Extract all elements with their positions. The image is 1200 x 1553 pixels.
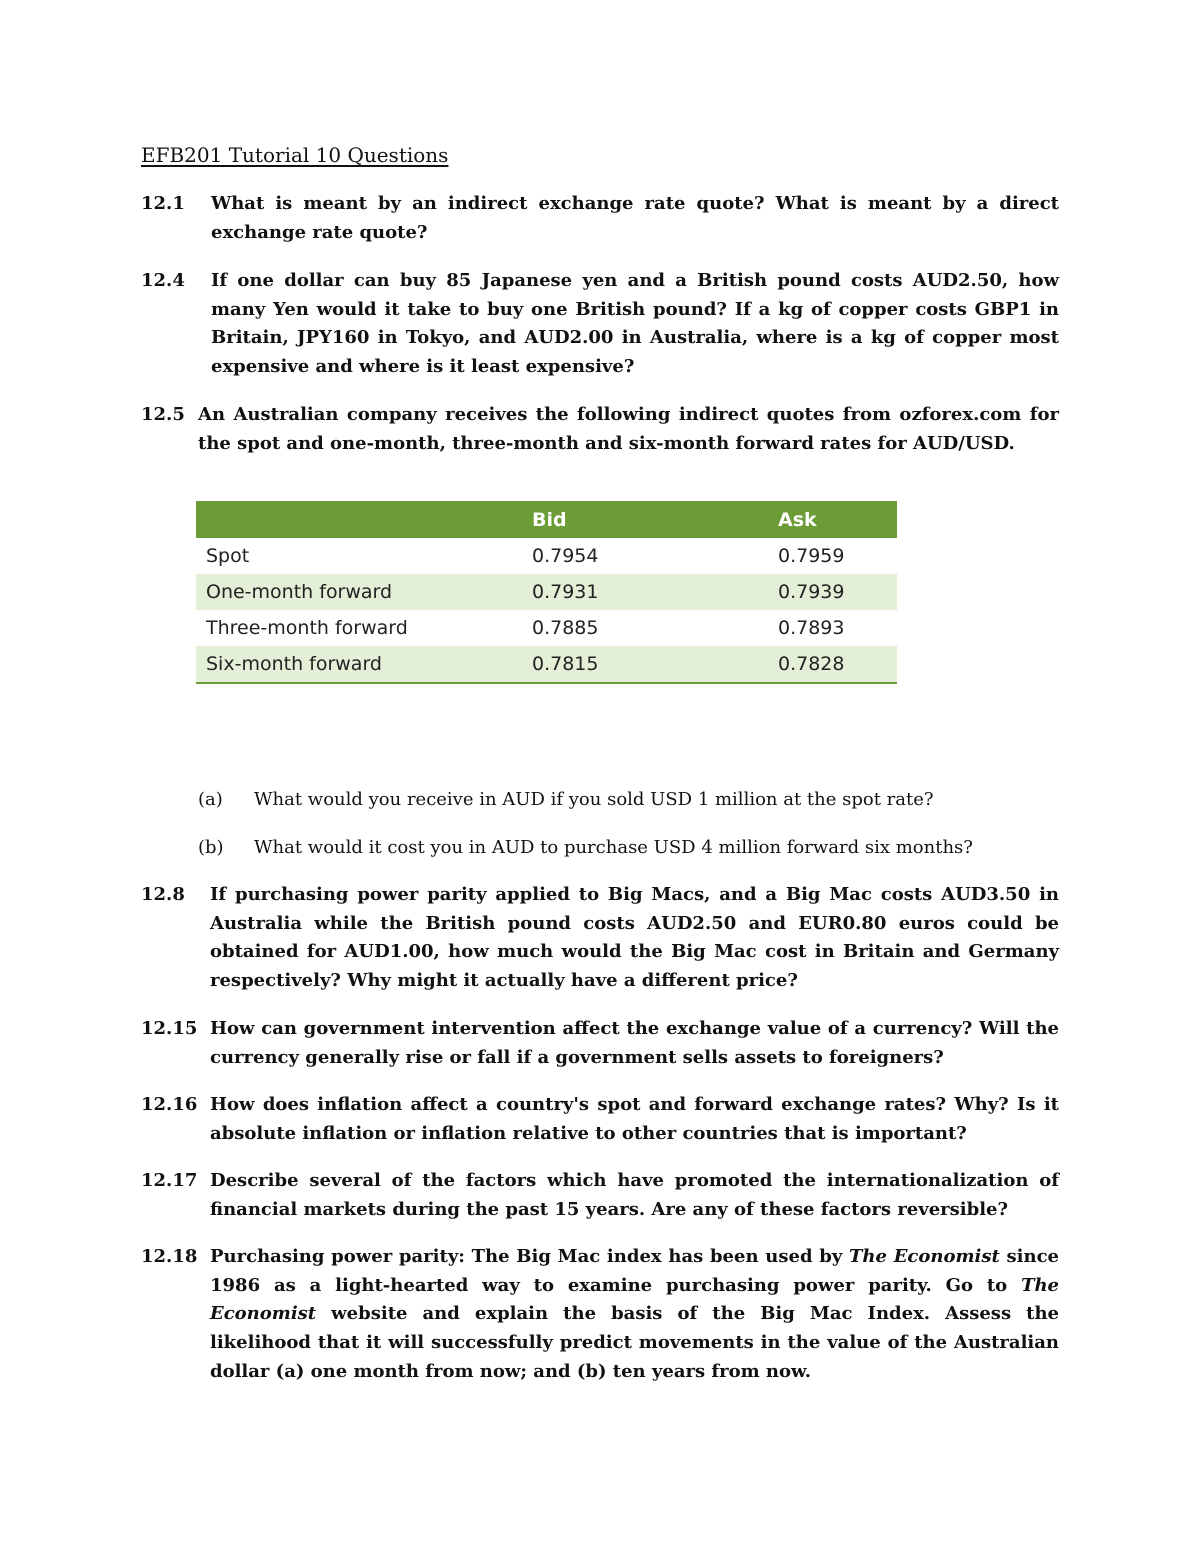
table-row	[196, 574, 897, 610]
question-text: What is meant by an indirect exchange rate quote? What is meant by a direct exchange rate quote?	[211, 193, 1059, 243]
subquestion-text: What would it cost you in AUD to purchase USD 4 million forward six months?	[254, 837, 973, 858]
question-number: 12.16	[141, 1094, 198, 1115]
subquestion-label: (a)	[198, 789, 223, 810]
question-text-part: Purchasing power parity: The Big Mac index has been used by	[210, 1246, 850, 1267]
question-number: 12.17	[141, 1170, 198, 1191]
table-row	[196, 610, 897, 646]
question-text: Describe several of the factors which have promoted the internationalization of financial markets during the past 15 years. Are any of these factors reversible?	[210, 1170, 1059, 1220]
row-label: Six-month forward	[196, 646, 532, 683]
question-text: If one dollar can buy 85 Japanese yen and a British pound costs AUD2.50, how many Yen would it take to buy one British pound? If a kg of copper costs GBP1 in Britain, JPY160 in Tokyo, and AUD2.00 in Australia, where is a kg of copper most expensive and where is it least expensive?	[211, 270, 1059, 378]
ask-value: 0.7828	[778, 646, 897, 683]
question-number: 12.4	[141, 270, 185, 291]
ask-value: 0.7959	[778, 545, 845, 567]
ask-value: 0.7939	[778, 574, 897, 610]
bid-value: 0.7954	[532, 545, 599, 567]
question-number: 12.15	[141, 1018, 198, 1039]
question-number: 12.5	[141, 404, 185, 425]
subquestion-label: (b)	[198, 837, 224, 858]
question-number: 12.8	[141, 884, 185, 905]
table-header-cell	[196, 501, 532, 538]
question-text: How can government intervention affect the exchange value of a currency? Will the currency generally rise or fall if a government sells assets to foreigners?	[210, 1018, 1059, 1068]
publication-title: The Economist	[210, 1274, 1059, 1325]
bid-value: 0.7885	[532, 617, 599, 639]
ask-value: 0.7893	[778, 617, 845, 639]
table-row	[196, 538, 897, 574]
row-label: One-month forward	[196, 574, 532, 610]
forward-rates-table	[196, 501, 897, 684]
bid-value: 0.7931	[532, 574, 778, 610]
table-header-row	[196, 501, 897, 538]
table-row	[196, 646, 897, 683]
table-header-bid: Bid	[532, 501, 778, 538]
question-number: 12.1	[141, 193, 185, 214]
question-text: How does inflation affect a country's spot and forward exchange rates? Why? Is it absolute inflation or inflation relative to other countries that is important?	[210, 1094, 1059, 1144]
question-text	[210, 1243, 1059, 1387]
question-text-part: since 1986 as a light-hearted way to examine purchasing power parity. Go to	[210, 1246, 1060, 1296]
question-number: 12.18	[141, 1246, 198, 1267]
document-title: EFB201 Tutorial 10 Questions	[141, 143, 449, 167]
bid-value: 0.7815	[532, 646, 778, 683]
question-text: An Australian company receives the following indirect quotes from ozforex.com for the spot and one-month, three-month and six-month forward rates for AUD/USD.	[198, 404, 1059, 454]
row-label: Spot	[206, 545, 250, 567]
publication-title: The Economist	[849, 1246, 1000, 1267]
subquestion-text: What would you receive in AUD if you sold USD 1 million at the spot rate?	[254, 789, 934, 810]
question-text-part: website and explain the basis of the Big Mac Index. Assess the likelihood that it will successfully predict movements in the value of the Australian dollar (a) one month from now; and (b) ten years from now.	[210, 1303, 1059, 1382]
table-header-ask: Ask	[778, 501, 897, 538]
question-text: If purchasing power parity applied to Big Macs, and a Big Mac costs AUD3.50 in Australia while the British pound costs AUD2.50 and EUR0.80 euros could be obtained for AUD1.00, how much would the Big Mac cost in Britain and Germany respectively? Why might it actually have a different price?	[210, 884, 1059, 992]
row-label: Three-month forward	[206, 617, 408, 639]
